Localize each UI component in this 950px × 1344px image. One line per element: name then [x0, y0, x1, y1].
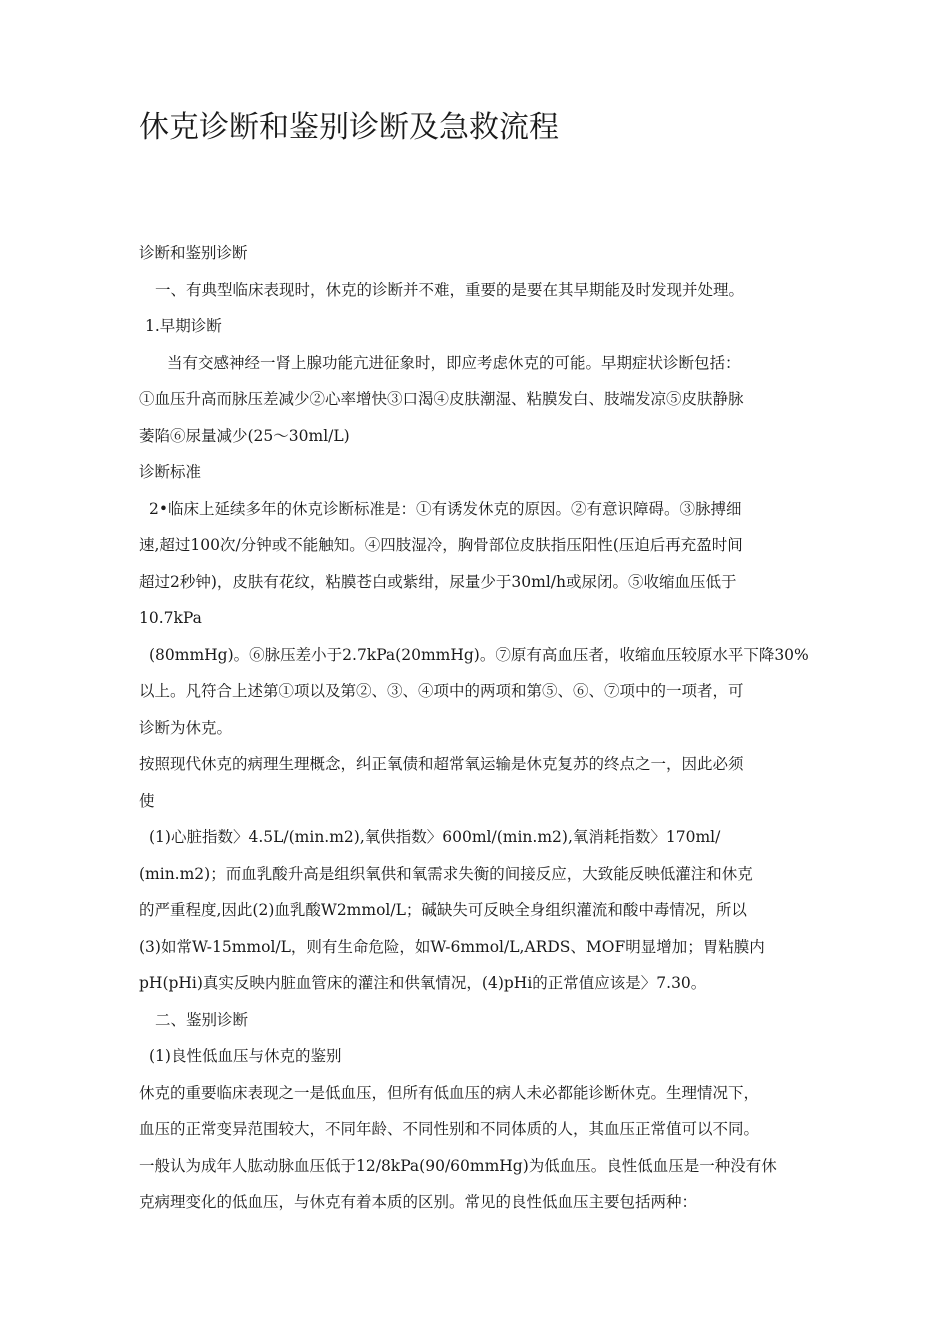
- subheading-early-diagnosis: 1.早期诊断: [145, 317, 222, 335]
- paragraph-line: 按照现代休克的病理生理概念，纠正氧债和超常氧运输是休克复苏的终点之一，因此必须: [139, 755, 744, 773]
- document-title: 休克诊断和鉴别诊断及急救流程: [139, 110, 559, 145]
- subheading-diagnostic-criteria: 诊断标准: [139, 463, 202, 481]
- paragraph-line: (1)心脏指数〉4.5L/(min.m2),氧供指数〉600ml/(min.m2),氧消耗指数〉170ml/: [149, 828, 721, 846]
- paragraph-line: (min.m2)；而血乳酸升高是组织氧供和氧需求失衡的间接反应，大致能反映低灌注和休克: [139, 864, 753, 883]
- paragraph-line: 超过2秒钟)，皮肤有花纹，粘膜苍白或紫绀，尿量少于30ml/h或尿闭。⑤收缩血压低于: [139, 572, 737, 591]
- paragraph-line: 使: [139, 791, 155, 810]
- paragraph-line: 的严重程度,因此(2)血乳酸W2mmol/L；碱缺失可反映全身组织灌流和酸中毒情况，所以: [139, 901, 747, 919]
- section-heading-diagnosis: 诊断和鉴别诊断: [139, 244, 248, 262]
- paragraph-line: 休克的重要临床表现之一是低血压，但所有低血压的病人未必都能诊断休克。生理情况下，: [139, 1083, 760, 1102]
- subheading-benign-hypotension: (1)良性低血压与休克的鉴别: [149, 1047, 342, 1065]
- paragraph-line: ①血压升高而脉压差减少②心率增快③口渴④皮肤潮湿、粘膜发白、肢端发凉⑤皮肤静脉: [139, 390, 744, 408]
- paragraph-line: 萎陷⑥尿量减少(25〜30ml/L): [139, 426, 350, 445]
- paragraph-intro: 一、有典型临床表现时，休克的诊断并不难，重要的是要在其早期能及时发现并处理。: [155, 280, 745, 299]
- paragraph-line: 诊断为休克。: [139, 718, 233, 737]
- paragraph-line: (80mmHg)。⑥脉压差小于2.7kPa(20mmHg)。⑦原有高血压者，收缩血压较原水平下降30%: [149, 645, 809, 664]
- paragraph-line: 以上。凡符合上述第①项以及第②、③、④项中的两项和第⑤、⑥、⑦项中的一项者，可: [139, 682, 744, 700]
- paragraph-line: 2•临床上延续多年的休克诊断标准是：①有诱发休克的原因。②有意识障碍。③脉搏细: [149, 499, 742, 518]
- section-heading-differential: 二、鉴别诊断: [155, 1010, 249, 1029]
- document-body: [139, 235, 815, 1221]
- paragraph-line: 10.7kPa: [139, 609, 202, 627]
- paragraph-line: 一般认为成年人肱动脉血压低于12/8kPa(90/60mmHg)为低血压。良性低血压是一种没有休: [139, 1156, 777, 1175]
- paragraph-line: 克病理变化的低血压，与休克有着本质的区别。常见的良性低血压主要包括两种：: [139, 1193, 698, 1211]
- paragraph-line: (3)如常W-15mmol/L，则有生命危险，如W-6mmol/L,ARDS、MOF明显增加；胃粘膜内: [139, 937, 765, 956]
- paragraph-line: 血压的正常变异范围较大，不同年龄、不同性别和不同体质的人，其血压正常值可以不同。: [139, 1120, 760, 1138]
- paragraph-line: 当有交感神经一肾上腺功能亢进征象时，即应考虑休克的可能。早期症状诊断包括：: [167, 353, 741, 372]
- paragraph-line: pH(pHi)真实反映内脏血管床的灌注和供氧情况，(4)pHi的正常值应该是〉7.30。: [139, 974, 707, 992]
- paragraph-line: 速,超过100次/分钟或不能触知。④四肢湿冷，胸骨部位皮肤指压阳性(压迫后再充盈时间: [139, 536, 743, 554]
